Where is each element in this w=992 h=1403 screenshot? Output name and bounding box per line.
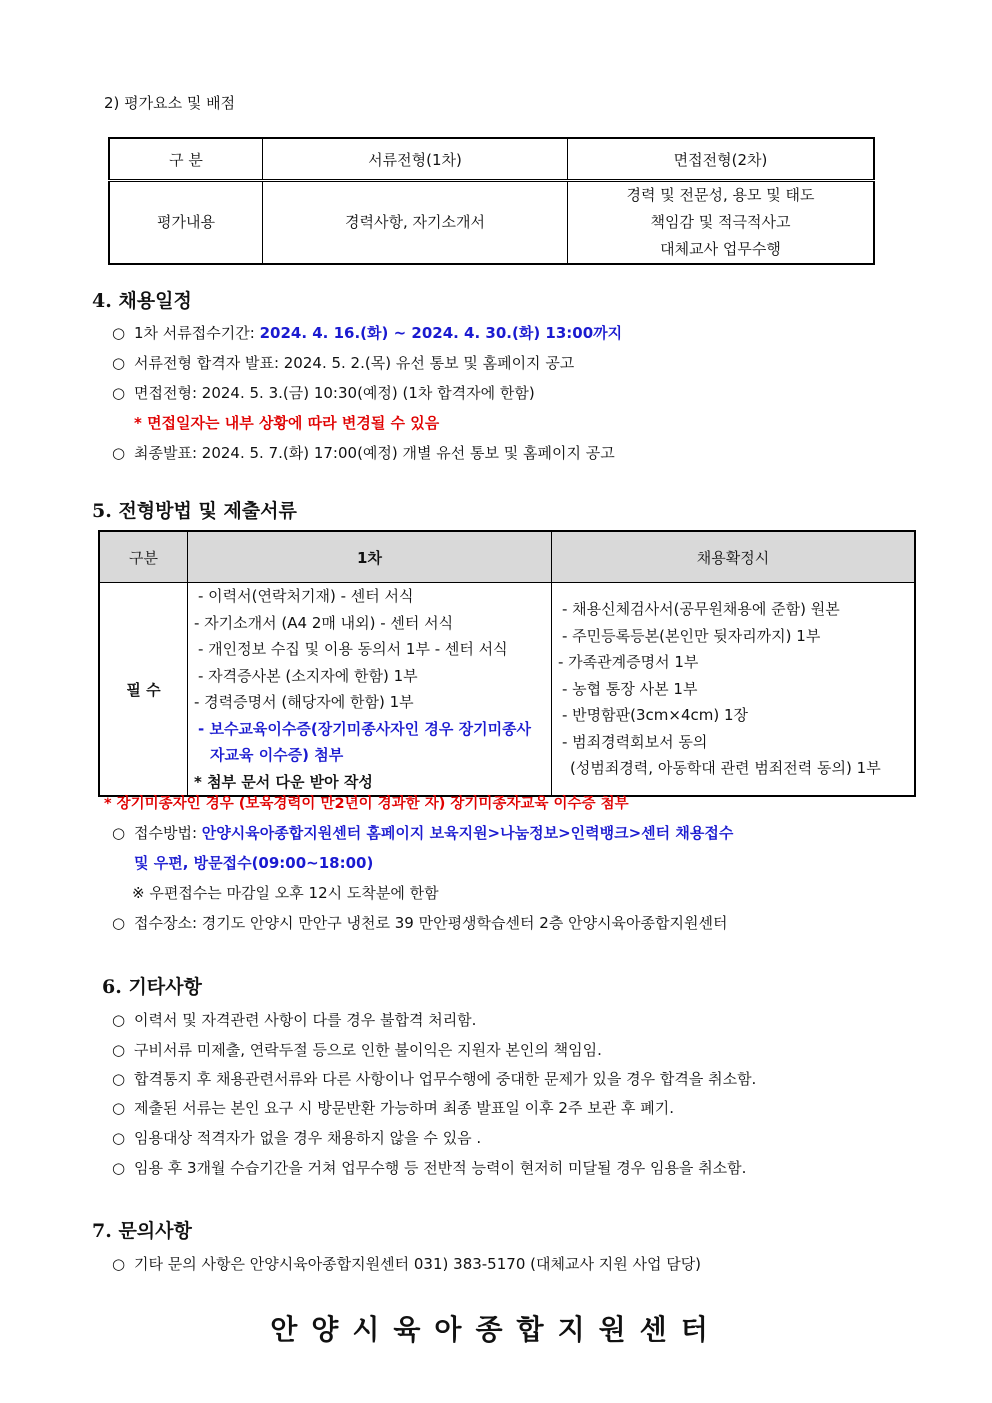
schedule-item-1-value: 2024. 4. 16.(화) ~ 2024. 4. 30.(화) 13:00까지 [259,324,623,342]
submit-method-label: 접수방법: [134,824,202,842]
schedule-item-2-text: 서류전형 합격자 발표: 2024. 5. 2.(목) 유선 통보 및 홈페이지 공고 [134,354,575,372]
etc-item [112,1097,674,1118]
bullet-icon: ○ [112,324,126,342]
first-doc-blue-2: 자교육 이수증) 첨부 [210,746,344,764]
inquiry-item [112,1253,701,1274]
eval-header-interview: 면접전형(2차) [568,138,875,181]
bullet-icon: ○ [112,1255,126,1273]
confirm-doc-item: - 반명함판(3cm×4cm) 1장 [562,706,749,725]
confirm-doc-item: - 농협 통장 사본 1부 [562,679,698,698]
eval-header-category: 구 분 [109,138,263,181]
first-doc-item: - 경력증명서 (해당자에 한함) 1부 [194,693,414,711]
eval-interview-content [568,181,875,265]
interview-line: 경력 및 전문성, 용모 및 태도 [626,186,815,204]
schedule-item-3-text: 면접전형: 2024. 5. 3.(금) 10:30(예정) (1차 합격자에 한함) [134,384,535,402]
schedule-item-1 [112,322,622,343]
first-doc-note: * 첨부 문서 다운 받아 작성 [194,772,373,791]
bullet-icon: ○ [112,914,126,932]
bullet-icon: ○ [112,354,126,372]
first-doc-item: - 개인정보 수집 및 이용 동의서 1부 - 센터 서식 [198,640,508,658]
etc-item [112,1009,476,1030]
first-doc-blue-1: - 보수교육이수증(장기미종사자인 경우 장기미종사 [198,719,532,738]
submit-method-value-1: 안양시육아종합지원센터 홈페이지 보육지원>나눔정보>인력뱅크>센터 채용접수 [201,824,734,842]
etc-item-text: 이력서 및 자격관련 사항이 다를 경우 불합격 처리함. [134,1011,477,1029]
bullet-icon: ○ [112,444,126,462]
eval-header-doc: 서류전형(1차) [263,138,568,181]
submit-method [112,822,733,843]
long-term-note [104,792,629,813]
schedule-item-2 [112,352,574,373]
confirm-doc-item: - 가족관계증명서 1부 [558,653,699,672]
etc-item-text: 제출된 서류는 본인 요구 시 방문반환 가능하며 최종 발표일 이후 2주 보관 후 폐기. [134,1099,674,1117]
schedule-item-1-label: 1차 서류접수기간: [134,324,260,342]
bullet-icon: ○ [112,824,126,842]
method-heading: 5. 전형방법 및 제출서류 [92,500,297,522]
submit-place [112,912,727,933]
etc-item-text: 임용 후 3개월 수습기간을 거쳐 업무수행 등 전반적 능력이 현저히 미달될 경우 임용을 취소함. [134,1159,747,1177]
bullet-icon: ○ [112,1070,126,1088]
interview-line: 책임감 및 적극적사고 [650,213,791,231]
schedule-heading: 4. 채용일정 [92,290,192,312]
documents-table [98,530,916,797]
schedule-item-4-text: 최종발표: 2024. 5. 7.(화) 17:00(예정) 개별 유선 통보 및 홈페이지 공고 [134,444,615,462]
confirm-doc-item: (성범죄경력, 아동학대 관련 범죄전력 동의) 1부 [570,759,881,778]
first-doc-item: - 이력서(연락처기재) - 센터 서식 [198,587,414,605]
doc-header-first: 1차 [188,531,552,583]
bullet-icon: ○ [112,1041,126,1059]
confirm-doc-item: - 주민등록등본(본인만 뒷자리까지) 1부 [562,626,821,645]
submit-method-value-2: 및 우편, 방문접수(09:00~18:00) [134,854,374,872]
etc-item [112,1068,756,1089]
doc-row-label: 필 수 [99,583,188,797]
etc-item-text: 구비서류 미제출, 연락두절 등으로 인한 불이익은 지원자 본인의 책임임. [134,1041,602,1059]
eval-doc-content: 경력사항, 자기소개서 [263,181,568,265]
confirm-doc-item: - 채용신체검사서(공무원채용에 준함) 원본 [562,600,840,619]
etc-item-text: 합격통지 후 채용관련서류와 다른 사항이나 업무수행에 중대한 문제가 있을 경우 합격을 취소함. [134,1070,757,1088]
submit-place-text: 접수장소: 경기도 안양시 만안구 냉천로 39 만안평생학습센터 2층 안양시육아종합지원센터 [134,914,728,932]
doc-header-confirm: 채용확정시 [552,531,916,583]
etc-item [112,1127,481,1148]
schedule-item-3 [112,382,535,403]
interview-line: 대체교사 업무수행 [660,240,781,258]
schedule-note: * 면접일자는 내부 상황에 따라 변경될 수 있음 [134,414,440,432]
inquiry-heading: 7. 문의사항 [92,1220,192,1242]
bullet-icon: ○ [112,1159,126,1177]
etc-item [112,1039,602,1060]
bullet-icon: ○ [112,1011,126,1029]
etc-heading: 6. 기타사항 [102,976,202,998]
confirm-docs-cell [552,583,916,797]
footer-organization: 안양시육아종합지원센터 [270,1313,722,1346]
bullet-icon: ○ [112,384,126,402]
eval-subtitle: 2) 평가요소 및 배점 [104,94,236,112]
first-docs-cell [188,583,552,797]
eval-row-label: 평가내용 [109,181,263,265]
eval-table [108,137,875,265]
confirm-doc-item: - 범죄경력회보서 동의 [562,732,708,751]
bullet-icon: ○ [112,1099,126,1117]
mail-note: ※ 우편접수는 마감일 오후 12시 도착분에 한함 [132,884,439,902]
first-doc-item: - 자기소개서 (A4 2매 내외) - 센터 서식 [194,613,454,632]
long-term-note-text: * 장기미종자인 경우 (보육경력이 만2년이 경과한 자) 장기미종자교육 이수증 첨부 [104,796,629,812]
etc-item-text: 임용대상 적격자가 없을 경우 채용하지 않을 수 있음 . [134,1129,482,1147]
etc-item [112,1157,746,1178]
schedule-item-4 [112,442,615,463]
doc-header-category: 구분 [99,531,188,583]
first-doc-item: - 자격증사본 (소지자에 한함) 1부 [198,666,418,685]
bullet-icon: ○ [112,1129,126,1147]
inquiry-item-text: 기타 문의 사항은 안양시육아종합지원센터 031) 383-5170 (대체교사 지원 사업 담당) [134,1255,702,1273]
